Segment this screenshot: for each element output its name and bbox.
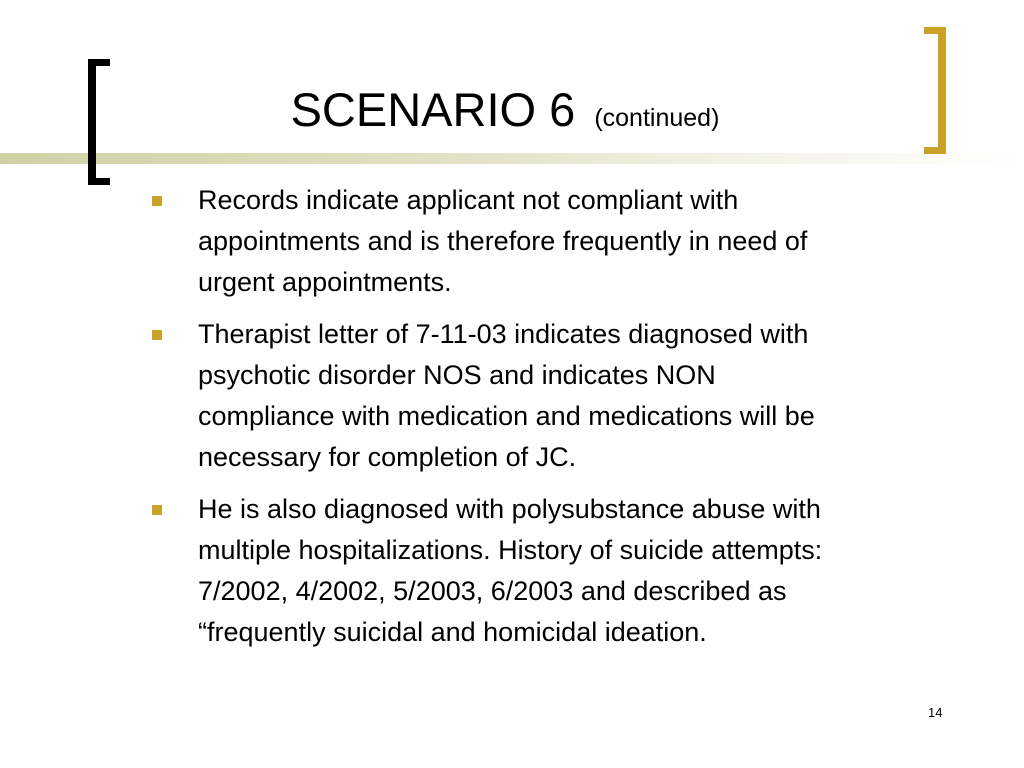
square-bullet-icon bbox=[152, 505, 162, 515]
title-divider-rule bbox=[0, 153, 1024, 164]
page-number: 14 bbox=[928, 705, 943, 720]
bullet-list bbox=[149, 180, 849, 664]
bullet-item bbox=[149, 314, 849, 478]
slide-title-subtitle: (continued) bbox=[594, 104, 720, 132]
square-bullet-icon bbox=[152, 196, 162, 206]
bullet-text: Therapist letter of 7-11-03 indicates diagnosed with psychotic disorder NOS and indicates NON compliance with medication and medications will be necessary for completion of JC. bbox=[198, 319, 815, 472]
bullet-text: He is also diagnosed with polysubstance abuse with multiple hospitalizations. History of suicide attempts: 7/2002, 4/2002, 5/2003, 6/2003 and described as “frequently suicidal and homicidal ideation. bbox=[198, 494, 823, 647]
slide-title bbox=[0, 84, 1010, 144]
slide-title-main: SCENARIO 6 bbox=[290, 83, 576, 136]
bullet-text: Records indicate applicant not compliant with appointments and is therefore frequently in need of urgent appointments. bbox=[198, 185, 808, 297]
bullet-item bbox=[149, 489, 849, 653]
square-bullet-icon bbox=[152, 330, 162, 340]
bullet-item bbox=[149, 180, 849, 303]
